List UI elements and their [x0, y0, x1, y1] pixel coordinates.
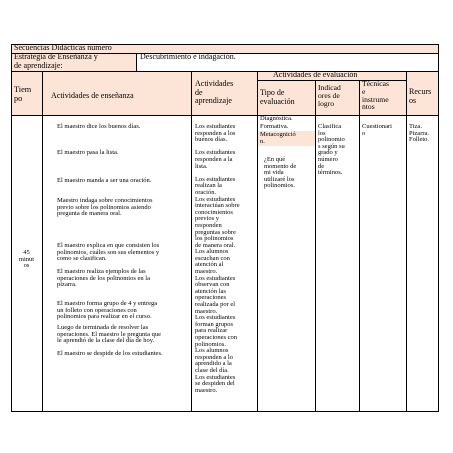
time-value: 45 minut os: [18, 249, 35, 270]
ensenanza-item-7: El maestro forma grupo de 4 y entrega un folleto con operaciones con polinomios para realizar en el curso.: [57, 300, 158, 321]
document-title: Secuencias Didácticas número: [14, 43, 112, 52]
tipo-metacognicion: Metacognició n.: [260, 131, 296, 145]
ensenanza-item-1: El maestro dice los buenos días.: [57, 123, 141, 130]
tecnicas-text: Cuestionari o: [362, 123, 392, 137]
tipo-formativa: Formativa.: [260, 123, 289, 130]
ensenanza-item-2: El maestro pasa la lista.: [57, 149, 119, 156]
ensenanza-item-8: Luego de terminada de resolver las operaciones. El maestro le pregunta que le aprendió de la clase del día de hoy.: [57, 324, 161, 345]
strategy-label: Estrategia de Enseñanza y de aprendizaje:: [14, 52, 98, 70]
header-actividades-evaluacion: Actividades de evaluación: [273, 70, 358, 79]
header-tecnicas: Técnicas e instrume ntos: [362, 79, 389, 112]
lesson-table: [11, 44, 439, 412]
strategy-value: Descubrimiento e indagación.: [140, 52, 236, 61]
ensenanza-item-6: El maestro realiza ejemplos de las operaciones de los polinomios en la pizarra.: [57, 268, 150, 289]
header-actividades-ensenanza: Actividades de enseñanza: [51, 91, 134, 100]
tipo-pregunta: ¿En qué momento de mi vida utilizaré los polinomios.: [264, 156, 297, 190]
aprendizaje-text: Los estudiantes responden a los buenos días. Los estudiantes responden a la lista. Los estudiantes realizan la oración. Los estudiantes interactúan sobre conocimientos previos y responden preguntas sobre los polinomios de manera oral. Los alumnos escuchan con atención al maestro. Los estudiantes observan con atención las operaciones realizada por el maestro. Los estudiantes forman grupos para realizar operaciones con polinomios. Los alumnos responden a lo aprendido a la clase del día. Los estudiantes se despiden del maestro.: [195, 123, 240, 394]
header-tiempo: Tiem po: [14, 85, 32, 103]
header-indicadores: Indicad ores de logro: [318, 83, 341, 108]
header-actividades-aprendizaje: Actividades de aprendizaje: [195, 79, 234, 106]
ensenanza-item-9: El maestro se despide de los estudiantes.: [57, 350, 163, 357]
ensenanza-item-4: Maestro indaga sobre conocimientos previo sobre los polinomios asiendo pregunta de manera oral.: [57, 197, 153, 218]
header-tipo-evaluacion: Tipo de evaluación: [260, 88, 295, 106]
ensenanza-item-3: El maestro manda a ser una oración.: [57, 177, 152, 184]
ensenanza-item-5: El maestro explica en que consisten los polinomios, cuáles son sus elementos y como se clasifican.: [57, 242, 160, 263]
indicadores-text: Clasifica los polinomio s según su grado y número de términos.: [318, 123, 345, 177]
tipo-diagnostica: Diagnóstica.: [260, 115, 293, 122]
recursos-text: Tiza. Pizarra. Folleto.: [409, 123, 430, 144]
header-recursos: Recurs os: [409, 87, 432, 105]
